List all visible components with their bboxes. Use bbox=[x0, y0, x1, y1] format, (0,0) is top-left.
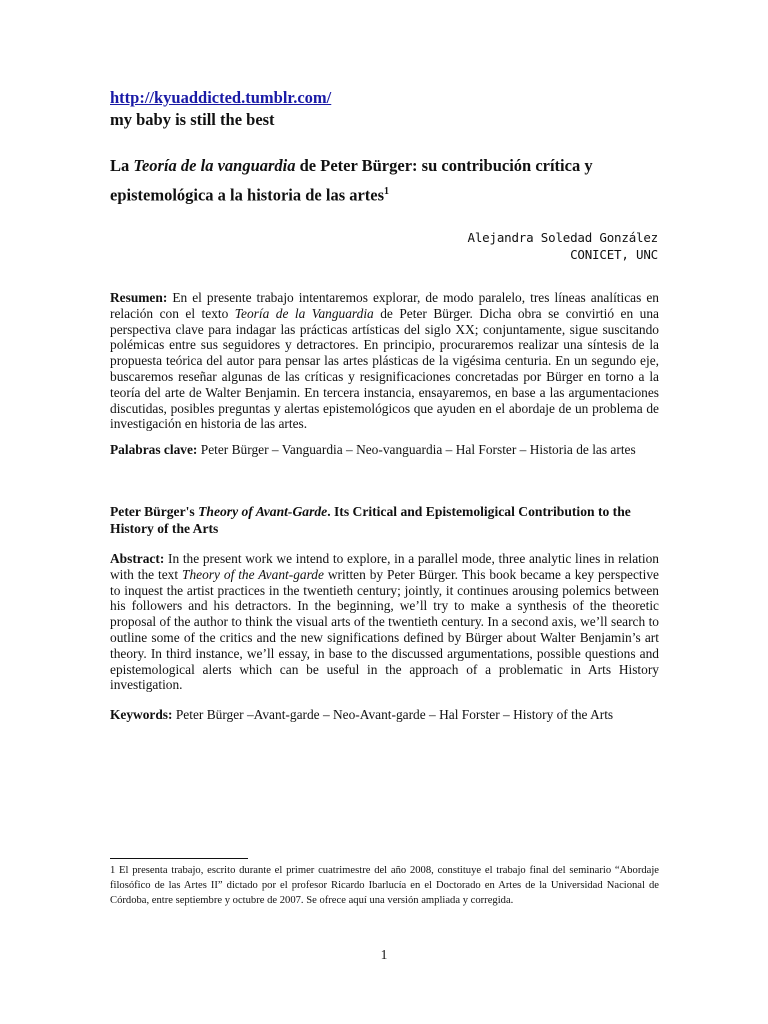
footnote: 1 El presenta trabajo, escrito durante el primer cuatrimestre del año 2008, constituye el trabajo final del seminario “Abordaje filosófico de las Artes II” dictado por el profesor Ricardo Ibarlucía en el Doctorado en Artes de la Universidad Nacional de Córdoba, entre septiembre y octubre de 2007. Se ofrece aquí una versión ampliada y corregida. bbox=[110, 865, 659, 906]
title-post: de Peter Bürger: su contribución crítica y epistemológica a la historia de las artes bbox=[110, 156, 593, 205]
resumen-label: Resumen: bbox=[110, 290, 168, 305]
resumen-paragraph bbox=[110, 290, 659, 432]
palabras-label: Palabras clave: bbox=[110, 442, 198, 457]
abstract-text-2: written by Peter Bürger. This book became a key perspective to inquest the artist practices in the twentieth century; jointly, it continues arousing polemics between his followers and his detractors. In the beginning, we’ll try to make a synthesis of the theoretic proposal of the author to think the visual arts of the twentieth century. In a second axis, we’ll search to outline some of the critics and the new significations defined by Bürger about Walter Benjamin’s art theory. In third instance, we’ll essay, in base to the discussed argumentations, possible questions and epistemological alerts which can be useful in the approach of a problematic in Arts History investigation. bbox=[110, 566, 660, 693]
palabras-text: Peter Bürger – Vanguardia – Neo-vanguardia – Hal Forster – Historia de las artes bbox=[197, 442, 636, 457]
keywords-text: Peter Bürger –Avant-garde – Neo-Avant-garde – Hal Forster – History of the Arts bbox=[172, 707, 614, 722]
palabras-clave-paragraph bbox=[110, 442, 659, 458]
resumen-text-1: En el presente trabajo intentaremos explorar, de modo paralelo, tres líneas analíticas en relación con el texto bbox=[110, 290, 659, 321]
resumen-italic: Teoría de la Vanguardia bbox=[234, 305, 374, 321]
title-italic: Teoría de la vanguardia bbox=[133, 156, 296, 175]
abstract-label: Abstract: bbox=[110, 551, 165, 566]
abstract-text-1: In the present work we intend to explore, in a parallel mode, three analytic lines in relation with the text bbox=[110, 551, 659, 582]
keywords-label: Keywords: bbox=[110, 707, 173, 722]
abstract-italic: Theory of the Avant-garde bbox=[182, 566, 324, 582]
blog-link[interactable]: http://kyuaddicted.tumblr.com/ bbox=[110, 88, 332, 107]
tagline: my baby is still the best bbox=[110, 110, 275, 129]
english-title bbox=[110, 504, 659, 537]
keywords-paragraph bbox=[110, 707, 659, 723]
author-block bbox=[468, 229, 658, 263]
resumen-text-2: de Peter Bürger. Dicha obra se convirtió en una perspectiva clave para indagar las prácticas artísticas del siglo XX; conjuntamente, sigue suscitando polémicas entre sus seguidores y detractores. En principio, procuraremos realizar una síntesis de la propuesta teórica del autor para pensar las artes plásticas de la vigésima centuria. En un segundo eje, buscaremos reseñar algunas de las críticas y resignificaciones concretadas por Bürger en torno a la teoría del arte de Walter Benjamin. En tercera instancia, ensayaremos, en base a las argumentaciones discutidas, posibles preguntas y alertas epistemológicos que ayuden en el abordaje de un problema de investigación en historia de las artes. bbox=[110, 305, 659, 432]
english-title-italic: Theory of Avant-Garde bbox=[198, 504, 328, 519]
author-name: Alejandra Soledad González bbox=[467, 230, 658, 245]
title-footnote-ref[interactable]: 1 bbox=[384, 186, 390, 197]
author-affiliation: CONICET, UNC bbox=[570, 247, 658, 262]
page-number: 1 bbox=[380, 947, 388, 962]
english-title-pre: Peter Bürger's bbox=[110, 504, 199, 519]
title-pre: La bbox=[110, 156, 134, 175]
paper-title bbox=[110, 153, 670, 209]
abstract-paragraph bbox=[110, 551, 659, 693]
english-title-post: . Its Critical and Epistemoligical Contribution to the History of the Arts bbox=[110, 504, 631, 536]
footnote-divider bbox=[110, 858, 248, 859]
